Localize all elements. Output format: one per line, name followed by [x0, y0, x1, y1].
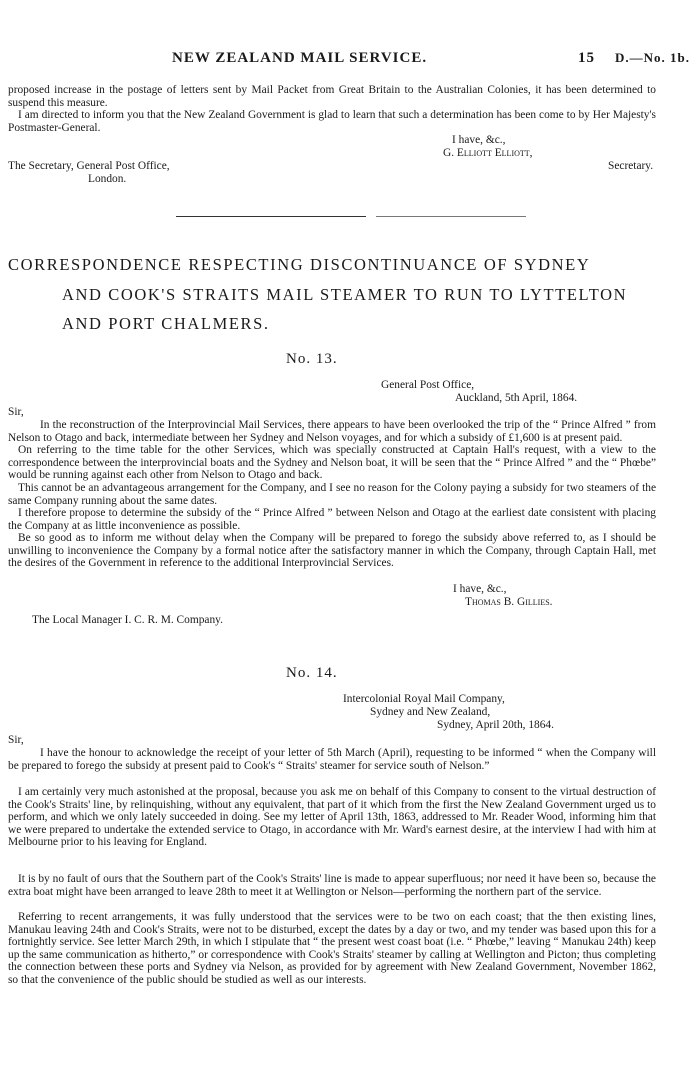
- section-divider: [376, 216, 526, 217]
- signature-title: Secretary.: [608, 160, 654, 172]
- salutation: Sir,: [8, 734, 24, 746]
- letter-paragraph: Referring to recent arrangements, it was fully understood that the services were to be two on each coast; that the then existing lines, Manukau leaving 24th and Cook's Straits, were not to be disturbed, except the dates by a day or two, and my tender was based upon this for a fortnightly service. See letter March 29th, in which I stipulate that “ the present west coast boat (i.e. “ Phœbe,” leaving “ Manukau 24th) keep up the same communication as hitherto,” or correspondence with Cook's Straits' steamer by calling at Wellington and Picton; thus completing the connection between these ports and Sydney via Nelson, as provided for by agreement with New Zealand Government, November 1862, so that the convenience of the public should be studied as well as our interests.: [8, 911, 656, 986]
- letter-number: No. 13.: [286, 351, 338, 367]
- letter-paragraph: Be so good as to inform me without delay when the Company will be prepared to forego the subsidy above referred to, as I should be unwilling to inconvenience the Company by a formal notice after the satisfactory manner in which the Company, through Captain Hall, met the desires of the Government in reference to the additional Interprovincial Services.: [8, 532, 656, 570]
- addressee-line: The Local Manager I. C. R. M. Company.: [32, 614, 223, 626]
- document-reference: D.—No. 1b.: [615, 50, 691, 65]
- letter-paragraph: I am certainly very much astonished at the proposal, because you ask me on behalf of this Company to consent to the virtual destruction of the Cook's Straits' line, by relinquishing, without any equivalent, that part of it which from the first the New Zealand Government urged us to perform, and which we only lately succeeded in doing. See my letter of April 13th, 1863, addressed to Mr. Reader Wood, informing him that we were prepared to undertake the extended service to Otago, in accordance with Mr. Ward's earnest desire, at the interview I had with him at Melbourne prior to his leaving for England.: [8, 786, 656, 849]
- letter-paragraph: It is by no fault of ours that the Southern part of the Cook's Straits' line is made to appear superfluous; nor need it have been so, because the extra boat might have been arranged to leave 28th to meet it at Wellington or Nelson—performing the northern part of the service.: [8, 873, 656, 898]
- running-header-title: NEW ZEALAND MAIL SERVICE.: [172, 50, 428, 66]
- addressee-line: The Secretary, General Post Office,: [8, 160, 170, 172]
- letter-paragraph: I have the honour to acknowledge the receipt of your letter of 5th March (April), requesting to be informed “ when the Company will be prepared to forego the subsidy at present paid to Cook's “ Straits' steamer for service south of Nelson.”: [8, 747, 656, 772]
- sender-date: Auckland, 5th April, 1864.: [455, 392, 578, 404]
- section-title: CORRESPONDENCE RESPECTING DISCONTINUANCE OF SYDNEY: [8, 255, 591, 274]
- letter-paragraph: On referring to the time table for the other Services, which was specially constructed at Captain Hall's request, with a view to the correspondence between the interprovincial boats and the Sydney and Nelson boat, it will be seen that the “ Prince Alfred ” and the “ Phœbe” would be running against each other from Nelson to Otago and back.: [8, 444, 656, 482]
- sender-address: Intercolonial Royal Mail Company,: [343, 693, 505, 705]
- closing-line: I have, &c.,: [453, 583, 507, 595]
- sender-date: Sydney, April 20th, 1864.: [437, 719, 554, 731]
- signature: Thomas B. Gillies.: [465, 596, 553, 608]
- intro-paragraph: I am directed to inform you that the New Zealand Government is glad to learn that such a determination has been come to by Her Majesty's Postmaster-General.: [8, 109, 656, 134]
- section-divider: [176, 216, 366, 217]
- salutation: Sir,: [8, 406, 24, 418]
- signature: G. Elliott Elliott,: [443, 147, 533, 159]
- sender-address: Sydney and New Zealand,: [370, 706, 491, 718]
- closing-line: I have, &c.,: [452, 134, 506, 146]
- letter-paragraph: This cannot be an advantageous arrangement for the Company, and I see no reason for the Colony paying a subsidy for two steamers of the same Company running about the same dates.: [8, 482, 656, 507]
- letter-number: No. 14.: [286, 665, 338, 681]
- letter-paragraph: I therefore propose to determine the subsidy of the “ Prince Alfred ” between Nelson and Otago at the earliest date consistent with placing the Company at as little inconvenience as possible.: [8, 507, 656, 532]
- addressee-line: London.: [88, 173, 127, 185]
- section-title: AND PORT CHALMERS.: [62, 314, 270, 333]
- letter-paragraph: In the reconstruction of the Interprovincial Mail Services, there appears to have been overlooked the trip of the “ Prince Alfred ” from Nelson to Otago and back, intermediate between her Sydney and Nelson voyages, and for which a subsidy of £1,600 is at present paid.: [8, 419, 656, 444]
- intro-paragraph: proposed increase in the postage of letters sent by Mail Packet from Great Britain to the Australian Colonies, it has been determined to suspend this measure.: [8, 84, 656, 109]
- sender-address: General Post Office,: [381, 379, 475, 391]
- page-number: 15: [578, 50, 595, 66]
- section-title: AND COOK'S STRAITS MAIL STEAMER TO RUN TO LYTTELTON: [62, 285, 628, 304]
